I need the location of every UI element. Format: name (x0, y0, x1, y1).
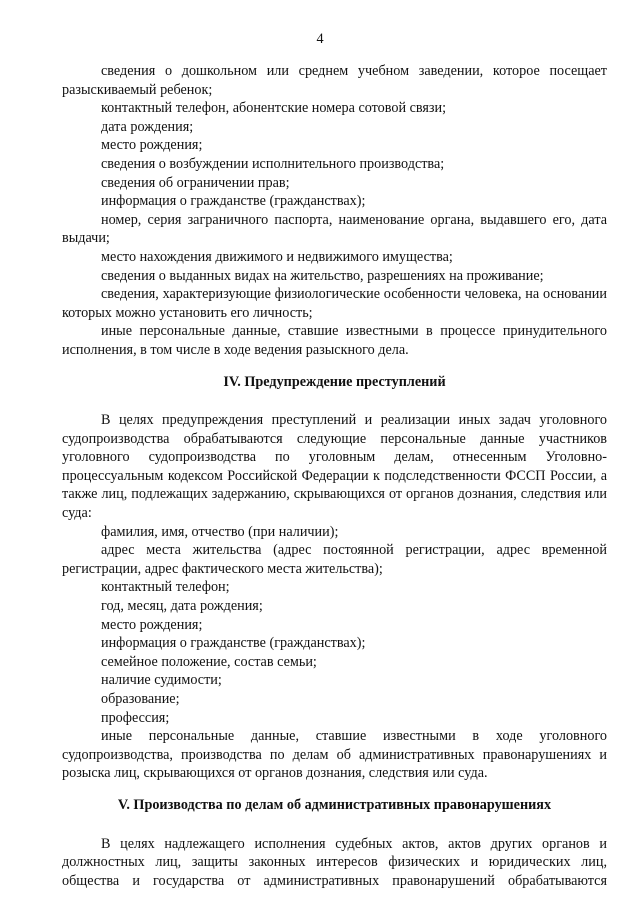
list-item: контактный телефон, абонентские номера сотовой связи; (101, 100, 447, 117)
list-item: сведения об ограничении прав; (101, 174, 290, 191)
page-number: 4 (316, 31, 324, 47)
document-body (62, 62, 607, 890)
list-item: адрес места жительства (адрес постоянной регистрации, адрес временной регистрации, адрес фактического места жительства); (62, 542, 607, 577)
list-item: образование; (101, 691, 180, 707)
section-heading-iv: IV. Предупреждение преступлений (223, 373, 446, 390)
list-item: сведения, характеризующие физиологические особенности человека, на основании которых можно установить его личность; (62, 286, 607, 321)
list-item: фамилия, имя, отчество (при наличии); (101, 523, 339, 540)
list-item: иные персональные данные, ставшие известными в ходе уголовного судопроизводства, производства по делам об административных правонарушениях и розыска лиц, скрывающихся от органов дознания, следствия или суда. (62, 728, 607, 782)
list-item: дата рождения; (101, 118, 194, 135)
list-item: место нахождения движимого и недвижимого имущества; (101, 248, 453, 265)
section-intro: В целях надлежащего исполнения судебных актов, актов других органов и должностных лиц, защиты законных интересов физических и юридических лиц, общества и государства от административных правонарушений обрабатываются (62, 835, 607, 889)
list-item: информация о гражданстве (гражданствах); (101, 635, 366, 652)
list-item: место рождения; (101, 616, 203, 633)
list-item: наличие судимости; (101, 672, 222, 689)
section-heading-v: V. Производства по делам об административных правонарушениях (117, 796, 552, 813)
list-item: профессия; (101, 709, 170, 726)
list-item: сведения о выданных видах на жительство, разрешениях на проживание; (101, 267, 544, 284)
list-item: номер, серия заграничного паспорта, наименование органа, выдавшего его, дата выдачи; (62, 211, 607, 247)
section-intro: В целях предупреждения преступлений и реализации иных задач уголовного судопроизводства обрабатываются следующие персональные данные участников уголовного судопроизводства по уголовным делам, отнесенным Уголовно-процессуальным кодексом Российской Федерации к подследственности ФССП России, а также лиц, подлежащих задержанию, скрывающихся от органов дознания, следствия или суда: (62, 412, 607, 522)
list-item: сведения о возбуждении исполнительного производства; (101, 155, 445, 172)
list-item: год, месяц, дата рождения; (101, 598, 263, 615)
list-item: сведения о дошкольном или среднем учебном заведении, которое посещает разыскиваемый ребенок; (62, 63, 607, 98)
list-item: контактный телефон; (101, 579, 230, 596)
list-item: семейное положение, состав семьи; (101, 653, 317, 670)
list-item: иные персональные данные, ставшие известными в процессе принудительного исполнения, в том числе в ходе ведения разыскного дела. (62, 323, 607, 358)
list-item: место рождения; (101, 137, 203, 154)
list-item: информация о гражданстве (гражданствах); (101, 193, 366, 210)
